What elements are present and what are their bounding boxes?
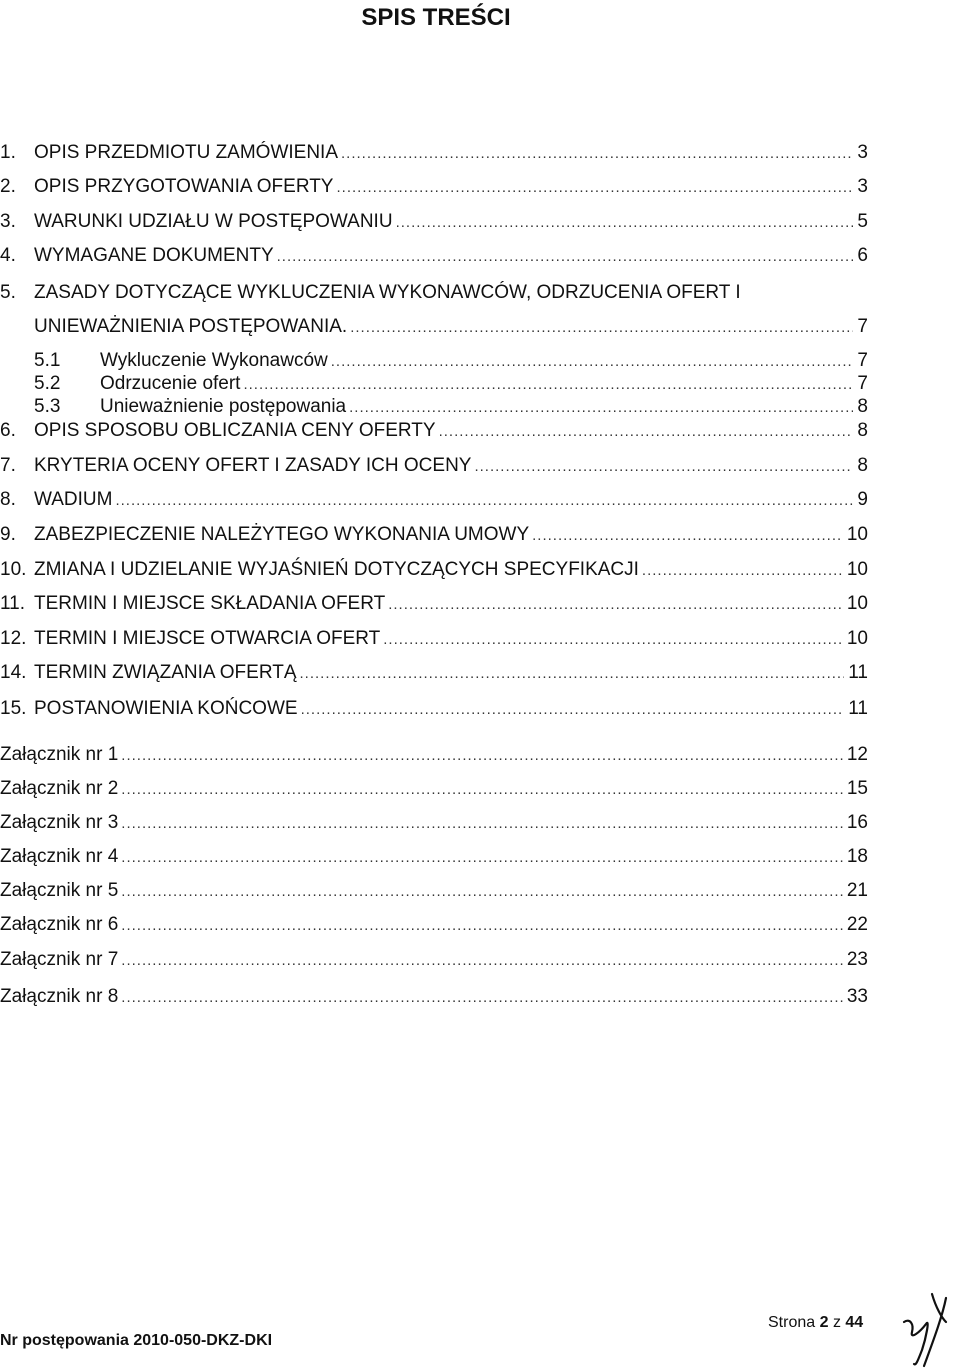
toc-number: 15. [0,698,27,719]
toc-number: 14. [0,662,27,683]
toc-number: 7. [0,455,16,476]
page-prefix: Strona [768,1314,816,1331]
toc-leader [331,350,854,374]
toc-page: 7 [857,316,868,337]
toc-entry[interactable] [0,558,868,582]
attachment-label: Załącznik nr 6 [0,914,119,935]
toc-leader [277,245,854,269]
toc-entry[interactable] [0,175,868,199]
toc-label: TERMIN I MIEJSCE SKŁADANIA OFERT [34,593,386,614]
toc-label: ZABEZPIECZENIE NALEŻYTEGO WYKONANIA UMOWY [34,524,530,545]
toc-number: 6. [0,420,16,441]
toc-leader [121,744,843,768]
toc-leader [121,914,843,938]
attachment-entry[interactable] [0,985,868,1009]
toc-leader [301,698,845,722]
toc-number: 5.1 [34,350,61,371]
toc-number: 2. [0,176,16,197]
toc-entry[interactable] [0,592,868,616]
page-indicator [768,1314,863,1332]
page-separator: z [832,1314,841,1331]
toc-entry[interactable] [0,419,868,443]
toc-leader [121,778,843,802]
toc-leader [341,142,853,166]
attachment-label: Załącznik nr 4 [0,846,119,867]
toc-page: 10 [846,559,868,580]
toc-label: OPIS PRZEDMIOTU ZAMÓWIENIA [34,142,339,163]
toc-label: WARUNKI UDZIAŁU W POSTĘPOWANIU [34,211,393,232]
attachment-label: Załącznik nr 7 [0,949,119,970]
attachment-page: 16 [846,812,868,833]
toc-page: 8 [857,455,868,476]
toc-leader [243,373,853,397]
toc-page: 6 [857,245,868,266]
toc-label: TERMIN ZWIĄZANIA OFERTĄ [34,662,297,683]
toc-entry[interactable] [0,523,868,547]
toc-number: 5.3 [34,396,61,417]
toc-leader [642,559,843,583]
toc-subentry[interactable] [0,349,868,373]
attachment-entry[interactable] [0,811,868,835]
toc-leader [383,628,843,652]
toc-number: 5.2 [34,373,61,394]
toc-label: Wykluczenie Wykonawców [100,350,328,371]
toc-number: 3. [0,211,16,232]
toc-leader [349,396,853,420]
attachment-label: Załącznik nr 2 [0,778,119,799]
toc-label: ZASADY DOTYCZĄCE WYKLUCZENIA WYKONAWCÓW, ODRZUCENIA OFERT I [34,282,741,303]
toc-number: 9. [0,524,16,545]
signature-mark [896,1288,956,1368]
toc-leader [300,662,845,686]
toc-label: WYMAGANE DOKUMENTY [34,245,274,266]
toc-entry[interactable] [0,627,868,651]
toc-leader [121,986,843,1010]
attachment-page: 23 [846,949,868,970]
toc-number: 10. [0,559,27,580]
toc-leader [121,880,843,904]
procedure-number: Nr postępowania 2010-050-DKZ-DKI [0,1332,273,1349]
toc-leader [115,489,853,513]
toc-entry[interactable] [0,661,868,685]
toc-number: 8. [0,489,16,510]
toc-entry[interactable] [0,210,868,234]
attachment-entry[interactable] [0,777,868,801]
toc-number: 5. [0,282,16,303]
toc-entry[interactable] [0,454,868,478]
toc-label-continued: UNIEWAŻNIENIA POSTĘPOWANIA. [34,316,348,337]
page-total: 44 [845,1314,864,1331]
toc-label: POSTANOWIENIA KOŃCOWE [34,698,298,719]
toc-leader [121,949,843,973]
toc-subentry[interactable] [0,395,868,419]
toc-entry-first-line[interactable] [0,281,868,305]
toc-page: 8 [857,396,868,417]
toc-number: 11. [0,593,26,614]
attachment-label: Załącznik nr 3 [0,812,119,833]
toc-leader [350,316,853,340]
toc-page: 3 [857,176,868,197]
toc-page: 5 [857,211,868,232]
attachment-page: 18 [846,846,868,867]
attachment-entry[interactable] [0,948,868,972]
toc-entry[interactable] [0,488,868,512]
toc-page: 9 [857,489,868,510]
toc-label: OPIS SPOSOBU OBLICZANIA CENY OFERTY [34,420,436,441]
attachment-label: Załącznik nr 8 [0,986,119,1007]
toc-page: 10 [846,524,868,545]
toc-subentry[interactable] [0,372,868,396]
attachment-page: 22 [846,914,868,935]
toc-leader [388,593,843,617]
toc-page: 11 [848,662,868,683]
toc-page: 10 [846,593,868,614]
attachment-page: 12 [846,744,868,765]
toc-leader [121,846,843,870]
toc-entry[interactable] [0,141,868,165]
toc-label: ZMIANA I UDZIELANIE WYJAŚNIEŃ DOTYCZĄCYCH SPECYFIKACJI [34,559,639,580]
attachment-entry[interactable] [0,913,868,937]
toc-entry[interactable] [0,697,868,721]
toc-entry-continuation[interactable] [34,315,868,339]
toc-page: 7 [857,373,868,394]
page-title: SPIS TREŚCI [361,4,511,31]
toc-entry[interactable] [0,244,868,268]
toc-label: OPIS PRZYGOTOWANIA OFERTY [34,176,334,197]
toc-label: Odrzucenie ofert [100,373,241,394]
toc-label: Unieważnienie postępowania [100,396,347,417]
toc-leader [439,420,854,444]
toc-label: KRYTERIA OCENY OFERT I ZASADY ICH OCENY [34,455,472,476]
toc-leader [336,176,853,200]
toc-number: 1. [0,142,16,163]
toc-number: 4. [0,245,16,266]
toc-page: 8 [857,420,868,441]
attachment-entry[interactable] [0,743,868,767]
toc-number: 12. [0,628,27,649]
toc-leader [121,812,843,836]
toc-leader [396,211,854,235]
toc-leader [532,524,843,548]
page-current: 2 [819,1314,829,1331]
attachment-label: Załącznik nr 5 [0,880,119,901]
attachment-page: 33 [846,986,868,1007]
attachment-entry[interactable] [0,845,868,869]
attachment-label: Załącznik nr 1 [0,744,119,765]
attachment-page: 15 [846,778,868,799]
toc-page: 11 [848,698,868,719]
attachment-entry[interactable] [0,879,868,903]
toc-label: WADIUM [34,489,113,510]
toc-page: 3 [857,142,868,163]
toc-leader [474,455,853,479]
attachment-page: 21 [846,880,868,901]
toc-label: TERMIN I MIEJSCE OTWARCIA OFERT [34,628,381,649]
toc-page: 10 [846,628,868,649]
toc-page: 7 [857,350,868,371]
